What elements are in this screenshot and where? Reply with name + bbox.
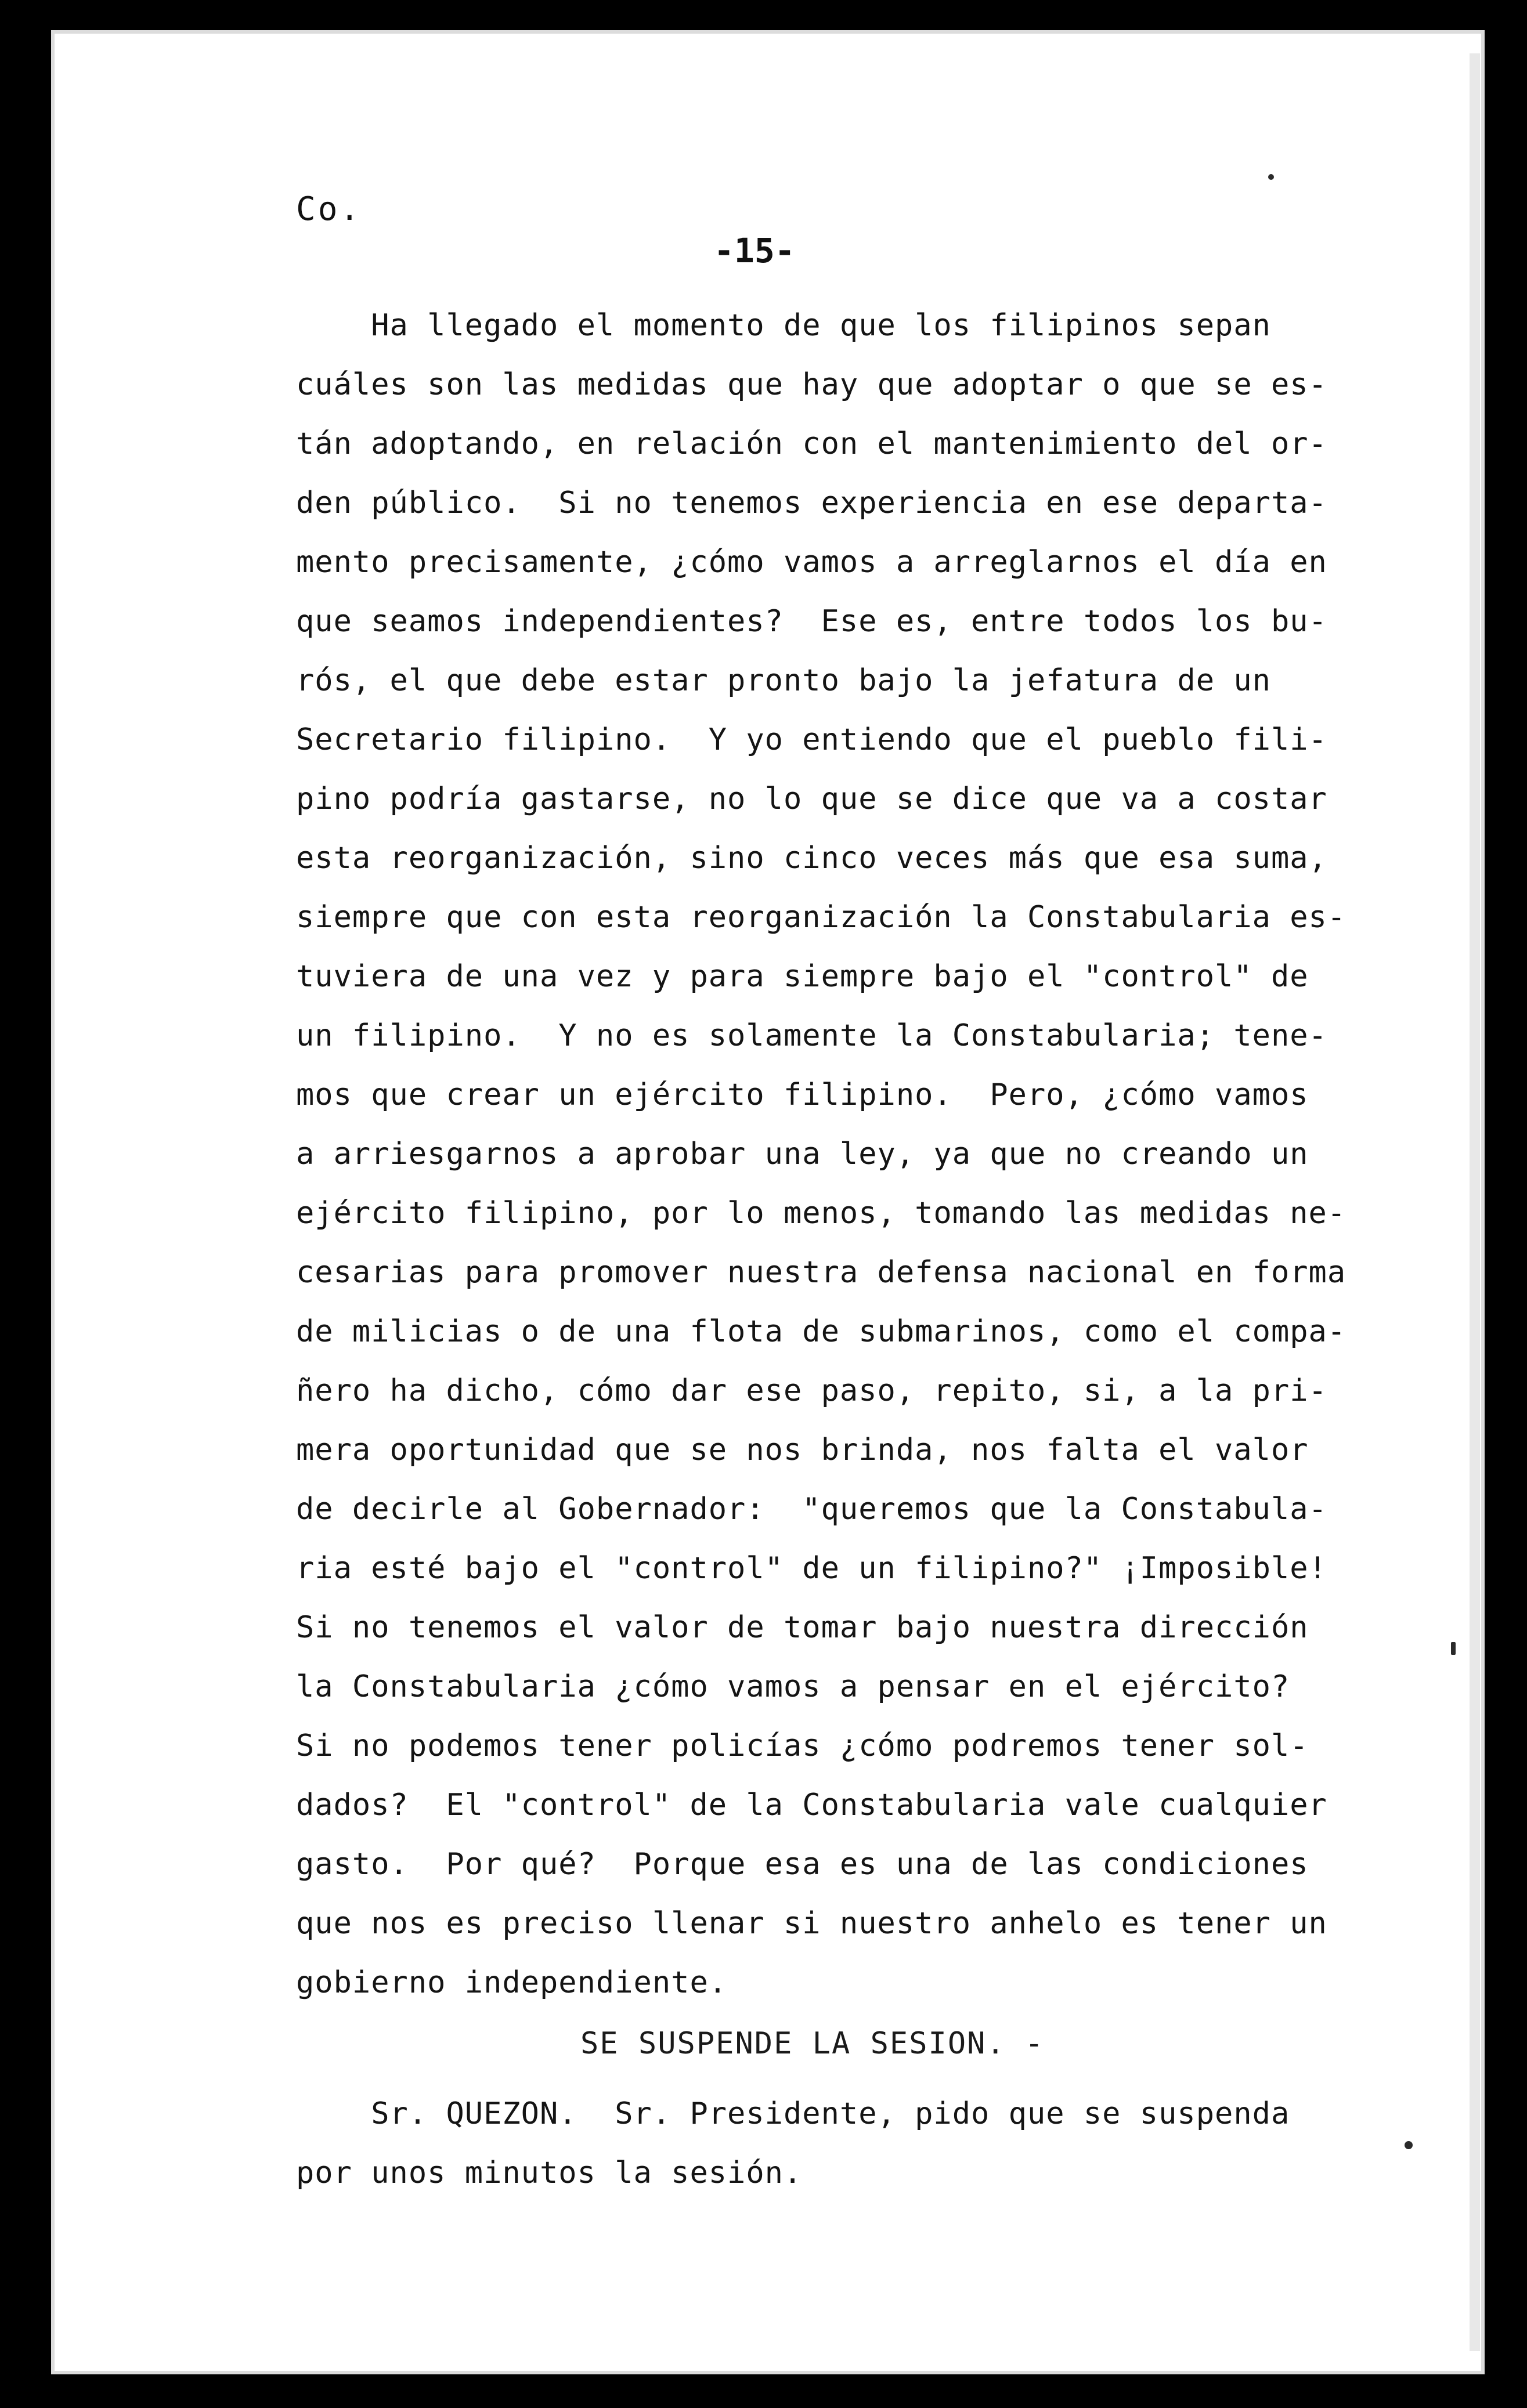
text-line: cesarias para promover nuestra defensa nacional en forma [296, 1255, 1346, 1290]
text-line: Si no tenemos el valor de tomar bajo nuestra dirección [296, 1610, 1309, 1645]
text-line: mera oportunidad que se nos brinda, nos falta el valor [296, 1433, 1309, 1467]
text-line: la Constabularia ¿cómo vamos a pensar en el ejército? [296, 1669, 1290, 1704]
text-line: de decirle al Gobernador: "queremos que la Constabula- [296, 1492, 1327, 1527]
body-paragraph [296, 296, 1346, 2012]
text-line: cuáles son las medidas que hay que adoptar o que se es- [296, 367, 1327, 402]
text-line: tuviera de una vez y para siempre bajo el "control" de [296, 959, 1309, 994]
ink-speck [1405, 2141, 1413, 2149]
text-line: siempre que con esta reorganización la Constabularia es- [296, 900, 1346, 935]
text-line: por unos minutos la sesión. [296, 2156, 803, 2190]
page-edge-shadow [1470, 53, 1480, 2351]
text-line: tán adoptando, en relación con el mantenimiento del or- [296, 426, 1327, 461]
text-line: Sr. QUEZON. Sr. Presidente, pido que se suspenda [296, 2096, 1290, 2131]
text-line: ñero ha dicho, cómo dar ese paso, repito, si, a la pri- [296, 1373, 1327, 1408]
text-line: un filipino. Y no es solamente la Constabularia; tene- [296, 1018, 1327, 1053]
text-line: a arriesgarnos a aprobar una ley, ya que no creando un [296, 1137, 1309, 1172]
page-number: -15- [714, 231, 795, 270]
text-line: gobierno independiente. [296, 1965, 728, 2000]
text-line: den público. Si no tenemos experiencia en ese departa- [296, 486, 1327, 520]
text-line: que nos es preciso llenar si nuestro anhelo es tener un [296, 1906, 1327, 1941]
ink-speck [1451, 1642, 1456, 1655]
text-line: mos que crear un ejército filipino. Pero, ¿cómo vamos [296, 1078, 1309, 1112]
text-line: ria esté bajo el "control" de un filipino?" ¡Imposible! [296, 1551, 1327, 1586]
text-line: que seamos independientes? Ese es, entre todos los bu- [296, 604, 1327, 639]
text-line: Ha llegado el momento de que los filipinos sepan [296, 308, 1271, 343]
text-line: Secretario filipino. Y yo entiendo que el pueblo fili- [296, 722, 1327, 757]
session-heading: SE SUSPENDE LA SESION. - [580, 2026, 1045, 2061]
corner-mark: Co. [296, 190, 362, 228]
text-line: rós, el que debe estar pronto bajo la jefatura de un [296, 663, 1271, 698]
text-line: dados? El "control" de la Constabularia vale cualquier [296, 1788, 1327, 1823]
text-line: de milicias o de una flota de submarinos, como el compa- [296, 1314, 1346, 1349]
text-line: ejército filipino, por lo menos, tomando las medidas ne- [296, 1196, 1346, 1231]
text-line: esta reorganización, sino cinco veces más que esa suma, [296, 841, 1327, 876]
ink-speck [1268, 174, 1274, 180]
speaker-paragraph [296, 2084, 1290, 2203]
text-line: pino podría gastarse, no lo que se dice que va a costar [296, 782, 1327, 816]
text-line: gasto. Por qué? Porque esa es una de las condiciones [296, 1847, 1309, 1882]
text-line: mento precisamente, ¿cómo vamos a arreglarnos el día en [296, 545, 1327, 580]
text-line: Si no podemos tener policías ¿cómo podremos tener sol- [296, 1729, 1309, 1763]
